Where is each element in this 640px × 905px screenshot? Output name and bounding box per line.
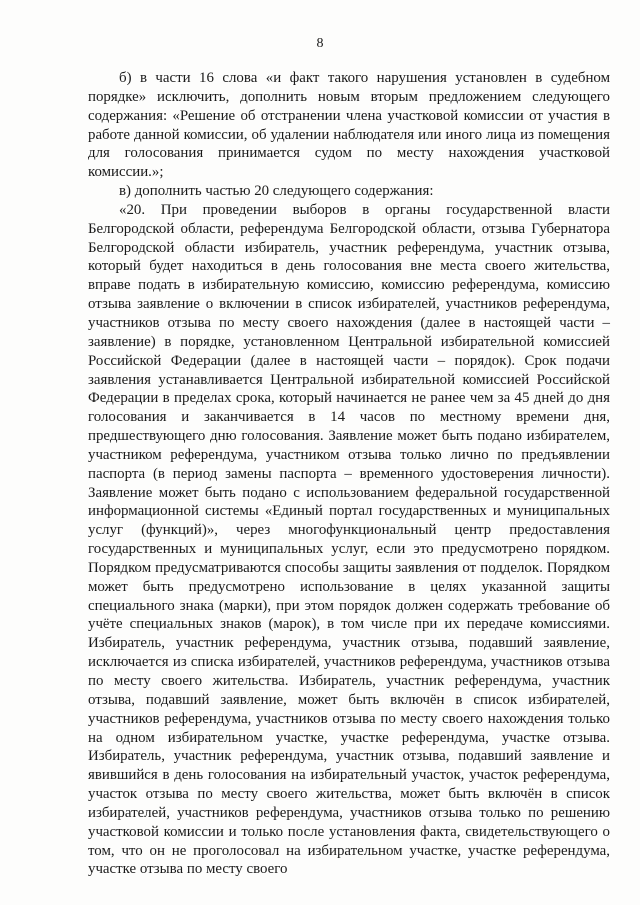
- paragraph-part-20-text: «20. При проведении выборов в органы государственной власти Белгородской области, референдума Белгородской области, отзыва Губернатора Белгородской области избиратель, участник референдума, участник отзыва, который будет находиться в день голосования вне места своего жительства, вправе подать в избирательную комиссию, комиссию референдума, комиссию отзыва заявление о включении в список избирателей, участников референдума, участников отзыва по месту своего нахождения (далее в настоящей части – заявление) в порядке, установленном Центральной избирательной комиссией Российской Федерации (далее в настоящей части – порядок). Срок подачи заявления устанавливается Центральной избирательной комиссией Российской Федерации в пределах срока, который начинается не ранее чем за 45 дней до дня голосования и заканчивается в 14 часов по местному времени дня, предшествующего дню голосования. Заявление может быть подано избирателем, участником референдума, участником отзыва только лично по предъявлении паспорта (в период замены паспорта – временного удостоверения личности). Заявление может быть подано с использованием федеральной государственной информационной системы «Единый портал государственных и муниципальных услуг (функций)», через многофункциональный центр предоставления государственных и муниципальных услуг, если это предусмотрено порядком. Порядком предусматриваются способы защиты заявления от подделок. Порядком может быть предусмотрено использование в целях указанной защиты специального знака (марки), при этом порядок должен содержать требование об учёте специальных знаков (марок), в том числе при их передаче комиссиями. Избиратель, участник референдума, участник отзыва, подавший заявление, исключается из списка избирателей, участников референдума, участников отзыва по месту своего жительства. Избиратель, участник референдума, участник отзыва, подавший заявление, может быть включён в список избирателей, участников референдума, участников отзыва по месту своего нахождения только на одном избирательном участке, участке референдума, участке отзыва. Избиратель, участник референдума, участник отзыва, подавший заявление и явившийся в день голосования на избирательный участок, участок референдума, участок отзыва по месту своего жительства, может быть включён в список избирателей, участников референдума, участников отзыва только по решению участковой комиссии и только после установления факта, свидетельствующего о том, что он не проголосовал на избирательном участке, участке референдума, участке отзыва по месту своего: [88, 201, 610, 878]
- document-body: [88, 69, 610, 879]
- paragraph-part-16: б) в части 16 слова «и факт такого нарушения установлен в судебном порядке» исключить, дополнить новым вторым предложением следующего содержания: «Решение об отстранении члена участковой комиссии от участия в работе данной комиссии, об удалении наблюдателя или иного лица из помещения для голосования принимается судом по месту нахождения участковой комиссии.»;: [88, 70, 610, 181]
- page-number: 8: [316, 36, 324, 51]
- paragraph-add-part-20: в) дополнить частью 20 следующего содержания:: [119, 183, 434, 200]
